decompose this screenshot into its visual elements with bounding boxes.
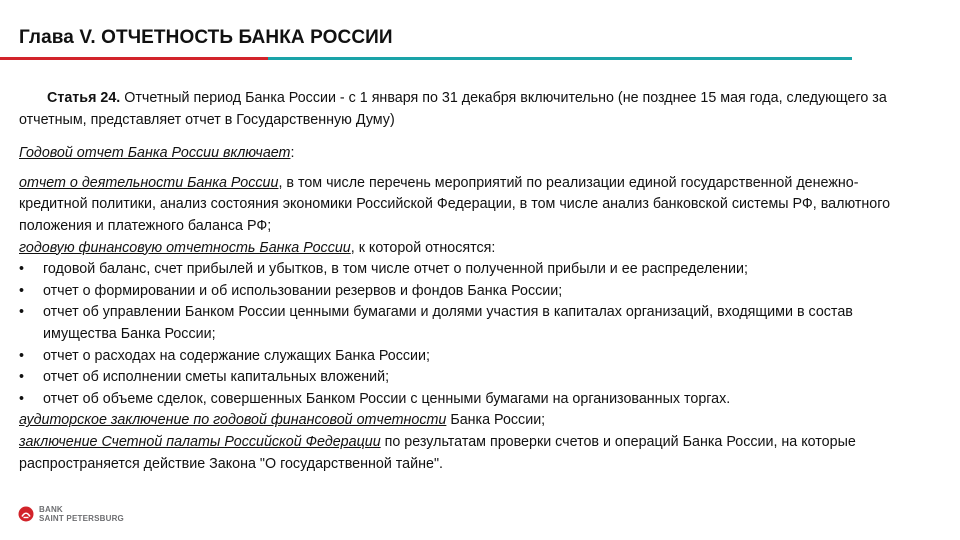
- logo-line-1: BANK: [39, 505, 63, 514]
- article-number: Статья 24.: [47, 90, 121, 106]
- bullet-text: отчет о расходах на содержание служащих Банка России;: [43, 347, 430, 364]
- title-underline-teal: [268, 57, 852, 60]
- item-link[interactable]: аудиторское заключение по годовой финансовой отчетности: [19, 412, 447, 429]
- item-text: Банка России;: [446, 412, 546, 429]
- bullet-icon: •: [19, 347, 25, 364]
- list-item: [19, 238, 924, 260]
- bullet-item: [19, 367, 924, 389]
- logo-line-2: SAINT PETERSBURG: [39, 514, 124, 523]
- bullet-text: отчет об управлении Банком России ценными бумагами и долями участия в капиталах организаций, входящими в состав имущества Банка России;: [43, 304, 853, 342]
- bullet-text: отчет об объеме сделок, совершенных Банком России с ценными бумагами на организованных торгах.: [43, 390, 731, 407]
- bullet-item: [19, 346, 924, 368]
- bullet-text: отчет об исполнении сметы капитальных вложений;: [43, 369, 390, 386]
- intro-suffix: :: [290, 145, 295, 162]
- title-underline-red: [0, 57, 268, 60]
- bullet-icon: •: [19, 282, 25, 299]
- bank-logo-icon: [18, 506, 34, 522]
- item-link[interactable]: заключение Счетной палаты Российской Федерации: [19, 433, 381, 450]
- intro-link[interactable]: Годовой отчет Банка России включает: [19, 145, 291, 162]
- item-link[interactable]: годовую финансовую отчетность Банка России: [19, 239, 351, 256]
- bullet-text: годовой баланс, счет прибылей и убытков, в том числе отчет о полученной прибыли и ее распределении;: [43, 261, 748, 278]
- slide-title: Глава V. ОТЧЕТНОСТЬ БАНКА РОССИИ: [19, 27, 393, 48]
- bullet-icon: •: [19, 390, 25, 407]
- article-text: Отчетный период Банка России - с 1 января по 31 декабря включительно (не позднее 15 мая года, следующего за отчетным, представляет отчет в Государственную Думу): [19, 90, 887, 128]
- bullet-item: [19, 389, 924, 411]
- list-item: [19, 432, 924, 475]
- item-text: , в том числе перечень мероприятий по реализации единой государственной денежно-кредитной политики, анализ состояния экономики Российской Федерации, в том числе анализ банковской системы РФ, валютного положения и платежного баланса РФ;: [19, 174, 891, 234]
- bank-logo: [18, 505, 124, 523]
- article-paragraph: [19, 88, 924, 131]
- item-text: по результатам проверки счетов и операций Банка России, на которые распространяется действие Закона "О государственной тайне".: [19, 433, 856, 472]
- bullet-icon: •: [19, 304, 25, 321]
- intro-line: [19, 143, 924, 165]
- bullet-item: [19, 302, 924, 345]
- bank-logo-text: [39, 505, 124, 523]
- list-item: [19, 410, 924, 432]
- list-item: [19, 173, 924, 238]
- bullet-item: [19, 281, 924, 303]
- slide-content: [19, 88, 924, 475]
- item-text: , к которой относятся:: [350, 239, 496, 256]
- bullet-text: отчет о формировании и об использовании резервов и фондов Банка России;: [43, 282, 563, 299]
- bullet-item: [19, 259, 924, 281]
- bullet-icon: •: [19, 369, 25, 386]
- bullet-icon: •: [19, 261, 25, 278]
- item-link[interactable]: отчет о деятельности Банка России: [19, 174, 279, 191]
